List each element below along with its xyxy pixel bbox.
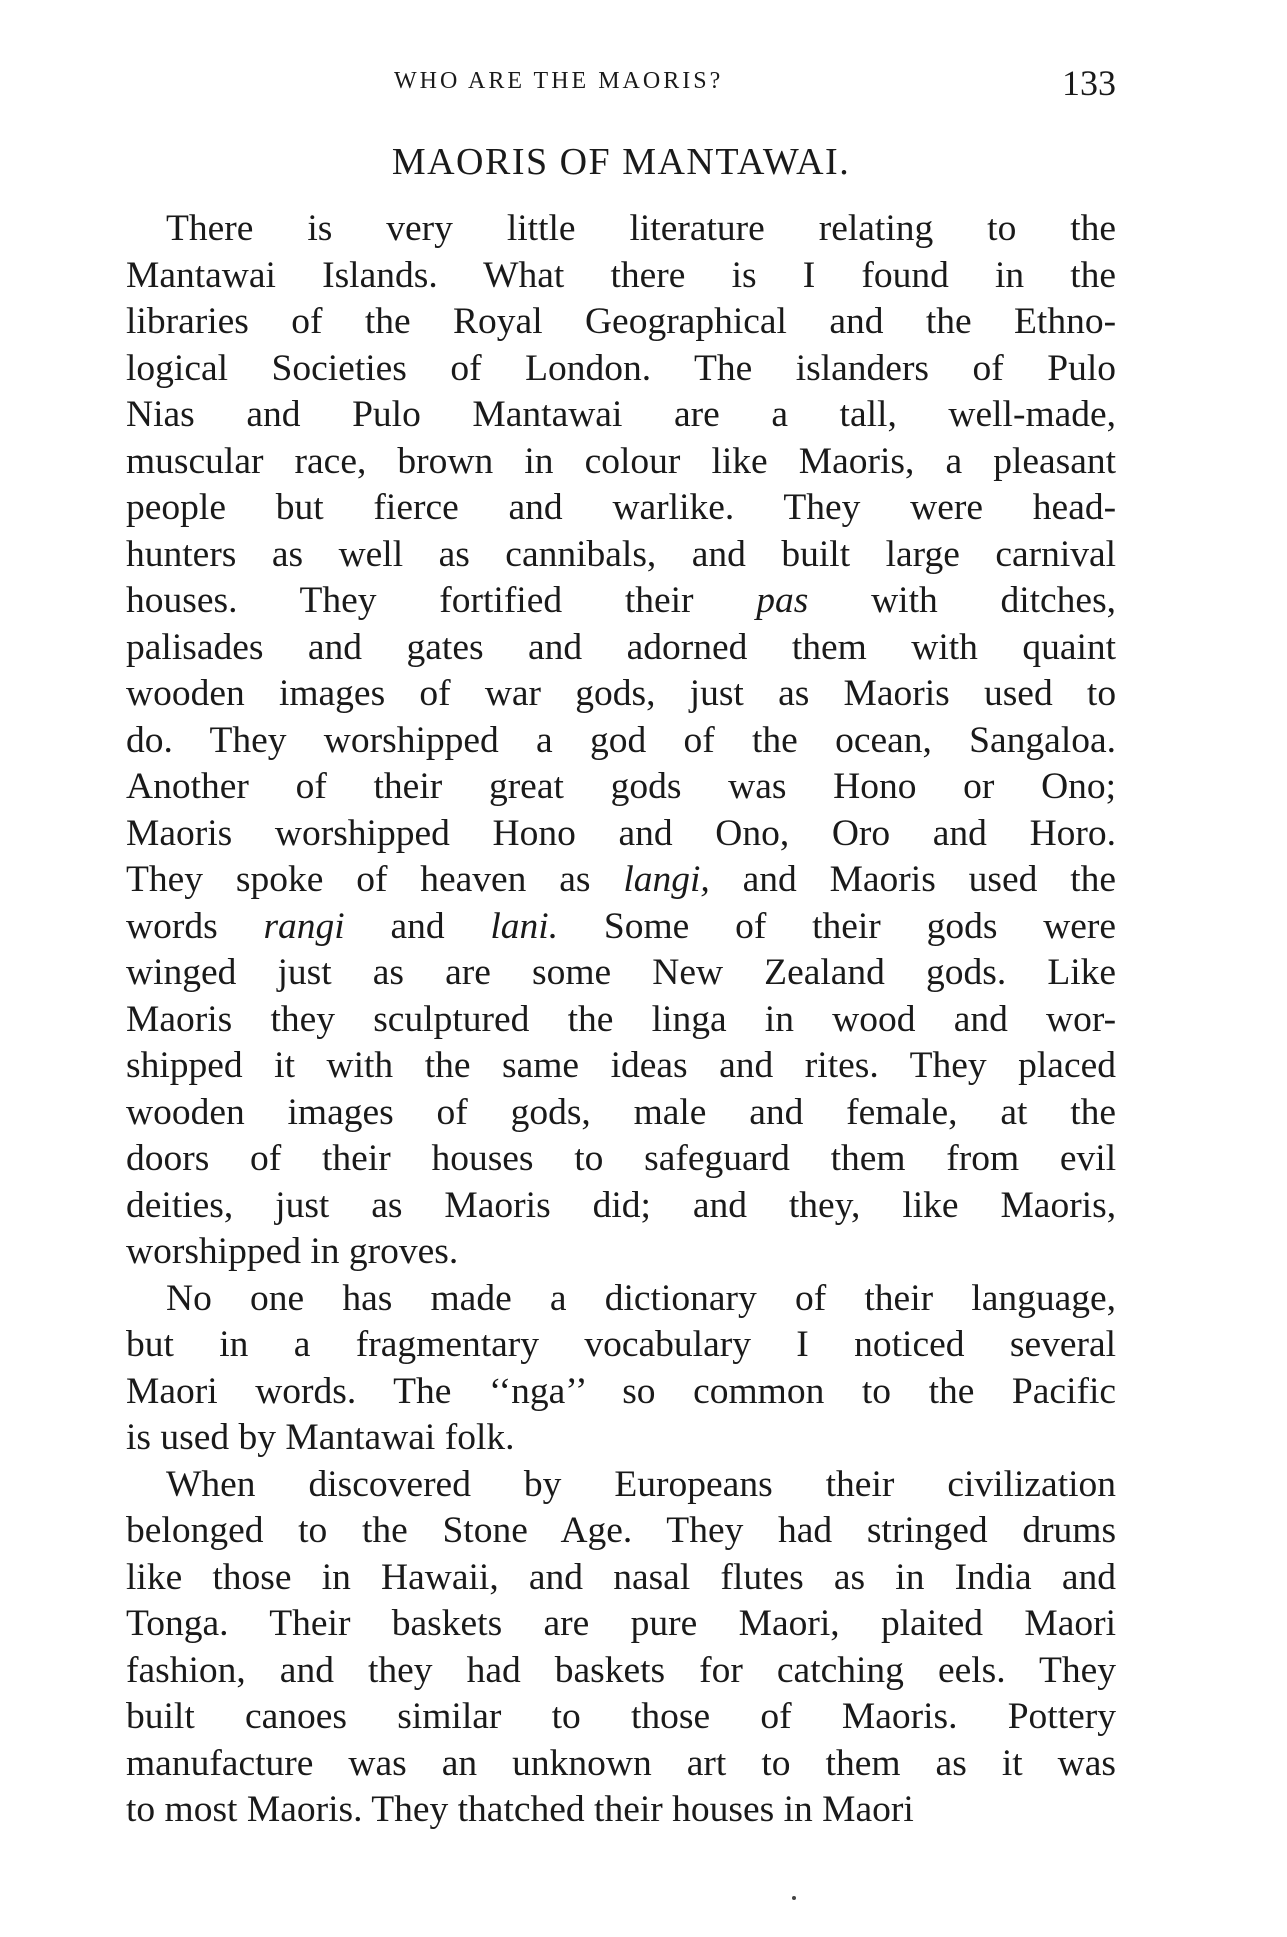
text-line: Another of their great gods was Hono or Ono; <box>126 766 1117 807</box>
text-line: winged just as are some New Zealand gods. Like <box>126 952 1117 993</box>
text-line: palisades and gates and adorned them with quaint <box>126 626 1117 668</box>
text-line: Mantawai Islands. What there is I found in the <box>126 254 1117 296</box>
text-line: Maori words. The ‘‘nga’’ so common to the Pacific <box>126 1370 1117 1412</box>
text-line: They spoke of heaven as langi, and Maoris used the <box>126 859 1117 900</box>
text-line: but in a fragmentary vocabulary I noticed several <box>126 1324 1117 1365</box>
text-line: Maoris worshipped Hono and Ono, Oro and Horo. <box>126 812 1117 854</box>
text-line: doors of their houses to safeguard them from evil <box>126 1138 1117 1179</box>
text-line: When discovered by Europeans their civilization <box>166 1463 1117 1505</box>
printer-mark <box>792 1896 796 1900</box>
text-line: belonged to the Stone Age. They had stringed drums <box>126 1510 1117 1551</box>
text-line: to most Maoris. They thatched their houses in Maori <box>126 1789 914 1830</box>
text-line: words rangi and lani. Some of their gods were <box>126 905 1117 947</box>
paragraph-3 <box>126 1462 1116 1834</box>
text-line: Tonga. Their baskets are pure Maori, plaited Maori <box>126 1603 1117 1644</box>
text-line: muscular race, brown in colour like Maoris, a pleasant <box>126 440 1117 482</box>
text-line: wooden images of gods, male and female, at the <box>126 1091 1117 1133</box>
text-line: built canoes similar to those of Maoris. Pottery <box>126 1696 1117 1737</box>
text-line: libraries of the Royal Geographical and the Ethno- <box>126 301 1117 342</box>
paragraph-2 <box>126 1276 1116 1462</box>
body-text <box>126 206 1116 1834</box>
text-line: No one has made a dictionary of their language, <box>166 1277 1117 1319</box>
text-line: is used by Mantawai folk. <box>126 1417 515 1458</box>
running-head <box>126 62 1116 102</box>
text-line: shipped it with the same ideas and rites. They placed <box>126 1045 1116 1086</box>
text-line: do. They worshipped a god of the ocean, Sangaloa. <box>126 719 1117 761</box>
text-line: fashion, and they had baskets for catching eels. They <box>126 1649 1117 1691</box>
text-line: Nias and Pulo Mantawai are a tall, well-made, <box>126 394 1117 435</box>
text-line: people but fierce and warlike. They were head- <box>126 487 1117 528</box>
text-line: hunters as well as cannibals, and built large carnival <box>126 533 1117 575</box>
text-line: There is very little literature relating to the <box>166 208 1117 249</box>
text-line: deities, just as Maoris did; and they, like Maoris, <box>126 1184 1117 1226</box>
text-line: worshipped in groves. <box>126 1231 459 1272</box>
text-line: Maoris they sculptured the linga in wood and wor- <box>126 998 1117 1040</box>
text-line: manufacture was an unknown art to them as it was <box>126 1742 1116 1784</box>
text-line: logical Societies of London. The islanders of Pulo <box>126 347 1116 389</box>
running-title: WHO ARE THE MAORIS? <box>394 68 724 94</box>
section-title: MAORIS OF MANTAWAI. <box>391 141 851 183</box>
paragraph-1 <box>126 206 1116 1276</box>
page-number: 133 <box>1062 63 1116 103</box>
text-line: like those in Hawaii, and nasal flutes as in India and <box>126 1556 1116 1598</box>
text-line: houses. They fortified their pas with ditches, <box>126 580 1117 621</box>
text-line: wooden images of war gods, just as Maoris used to <box>126 673 1117 714</box>
